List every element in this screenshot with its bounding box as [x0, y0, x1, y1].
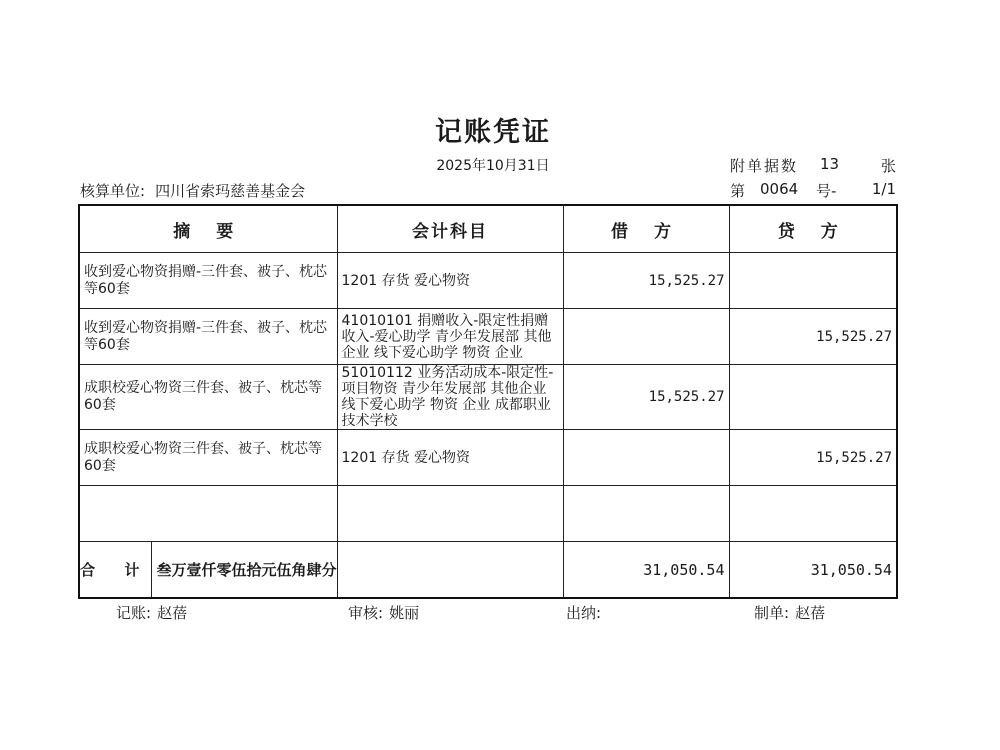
table-row	[79, 430, 897, 486]
attachments-count: 13	[820, 155, 840, 173]
row-summary: 收到爱心物资捐赠-三件套、被子、枕芯等60套	[79, 253, 337, 309]
row-debit	[563, 309, 729, 365]
voucher-date: 2025年10月31日	[436, 158, 550, 174]
row-debit	[563, 486, 729, 542]
row-debit: 15,525.27	[563, 253, 729, 309]
cashier-field	[566, 602, 607, 623]
row-credit	[729, 486, 897, 542]
row-account: 41010101 捐赠收入-限定性捐赠收入-爱心助学 青少年发展部 其他企业 线下爱心助学 物资 企业	[337, 309, 563, 365]
row-credit	[729, 253, 897, 309]
voucher-page-count: 1/1	[871, 180, 896, 198]
row-debit	[563, 430, 729, 486]
table-row	[79, 365, 897, 430]
unit-name: 四川省索玛慈善基金会	[155, 182, 306, 200]
total-debit: 31,050.54	[563, 542, 729, 599]
row-summary	[79, 486, 337, 542]
attachments-label: 附单据数	[730, 157, 799, 175]
attachments-unit: 张	[880, 157, 896, 175]
row-credit	[729, 365, 897, 430]
total-cell	[79, 542, 337, 599]
table-row	[79, 309, 897, 365]
table-header-row	[79, 205, 897, 253]
preparer-field	[754, 602, 825, 623]
bookkeeper-name: 赵蓓	[157, 604, 188, 622]
reviewer-name: 姚丽	[389, 604, 420, 622]
row-debit: 15,525.27	[563, 365, 729, 430]
total-credit: 31,050.54	[729, 542, 897, 599]
voucher-number: 0064	[760, 180, 799, 198]
column-header-account: 会计科目	[337, 205, 563, 253]
row-account: 51010112 业务活动成本-限定性-项目物资 青少年发展部 其他企业 线下爱心助学 物资 企业 成都职业技术学校	[337, 365, 563, 430]
column-header-summary: 摘 要	[79, 205, 337, 253]
row-summary: 收到爱心物资捐赠-三件套、被子、枕芯等60套	[79, 309, 337, 365]
bookkeeper-field	[116, 602, 187, 623]
row-account: 1201 存货 爱心物资	[337, 430, 563, 486]
table-row	[79, 253, 897, 309]
voucher-table	[78, 204, 898, 599]
unit-label: 核算单位:	[80, 182, 146, 200]
column-header-debit: 借 方	[563, 205, 729, 253]
preparer-name: 赵蓓	[795, 604, 826, 622]
total-empty-cell	[337, 542, 563, 599]
total-label: 合 计	[80, 542, 152, 597]
bookkeeper-label: 记账:	[116, 604, 152, 622]
voucher-title: 记账凭证	[435, 117, 551, 148]
cashier-label: 出纳:	[566, 604, 602, 622]
accounting-unit	[80, 180, 305, 201]
total-amount-in-words: 叁万壹仟零伍拾元伍角肆分	[156, 561, 337, 579]
reviewer-field	[348, 602, 419, 623]
row-account: 1201 存货 爱心物资	[337, 253, 563, 309]
row-credit: 15,525.27	[729, 430, 897, 486]
row-credit: 15,525.27	[729, 309, 897, 365]
row-summary: 成职校爱心物资三件套、被子、枕芯等60套	[79, 430, 337, 486]
row-summary: 成职校爱心物资三件套、被子、枕芯等60套	[79, 365, 337, 430]
preparer-label: 制单:	[754, 604, 790, 622]
voucher-suffix: 号-	[816, 182, 837, 200]
voucher-prefix: 第	[730, 182, 746, 200]
total-row	[79, 542, 897, 599]
reviewer-label: 审核:	[348, 604, 384, 622]
table-row-empty	[79, 486, 897, 542]
column-header-credit: 贷 方	[729, 205, 897, 253]
row-account	[337, 486, 563, 542]
